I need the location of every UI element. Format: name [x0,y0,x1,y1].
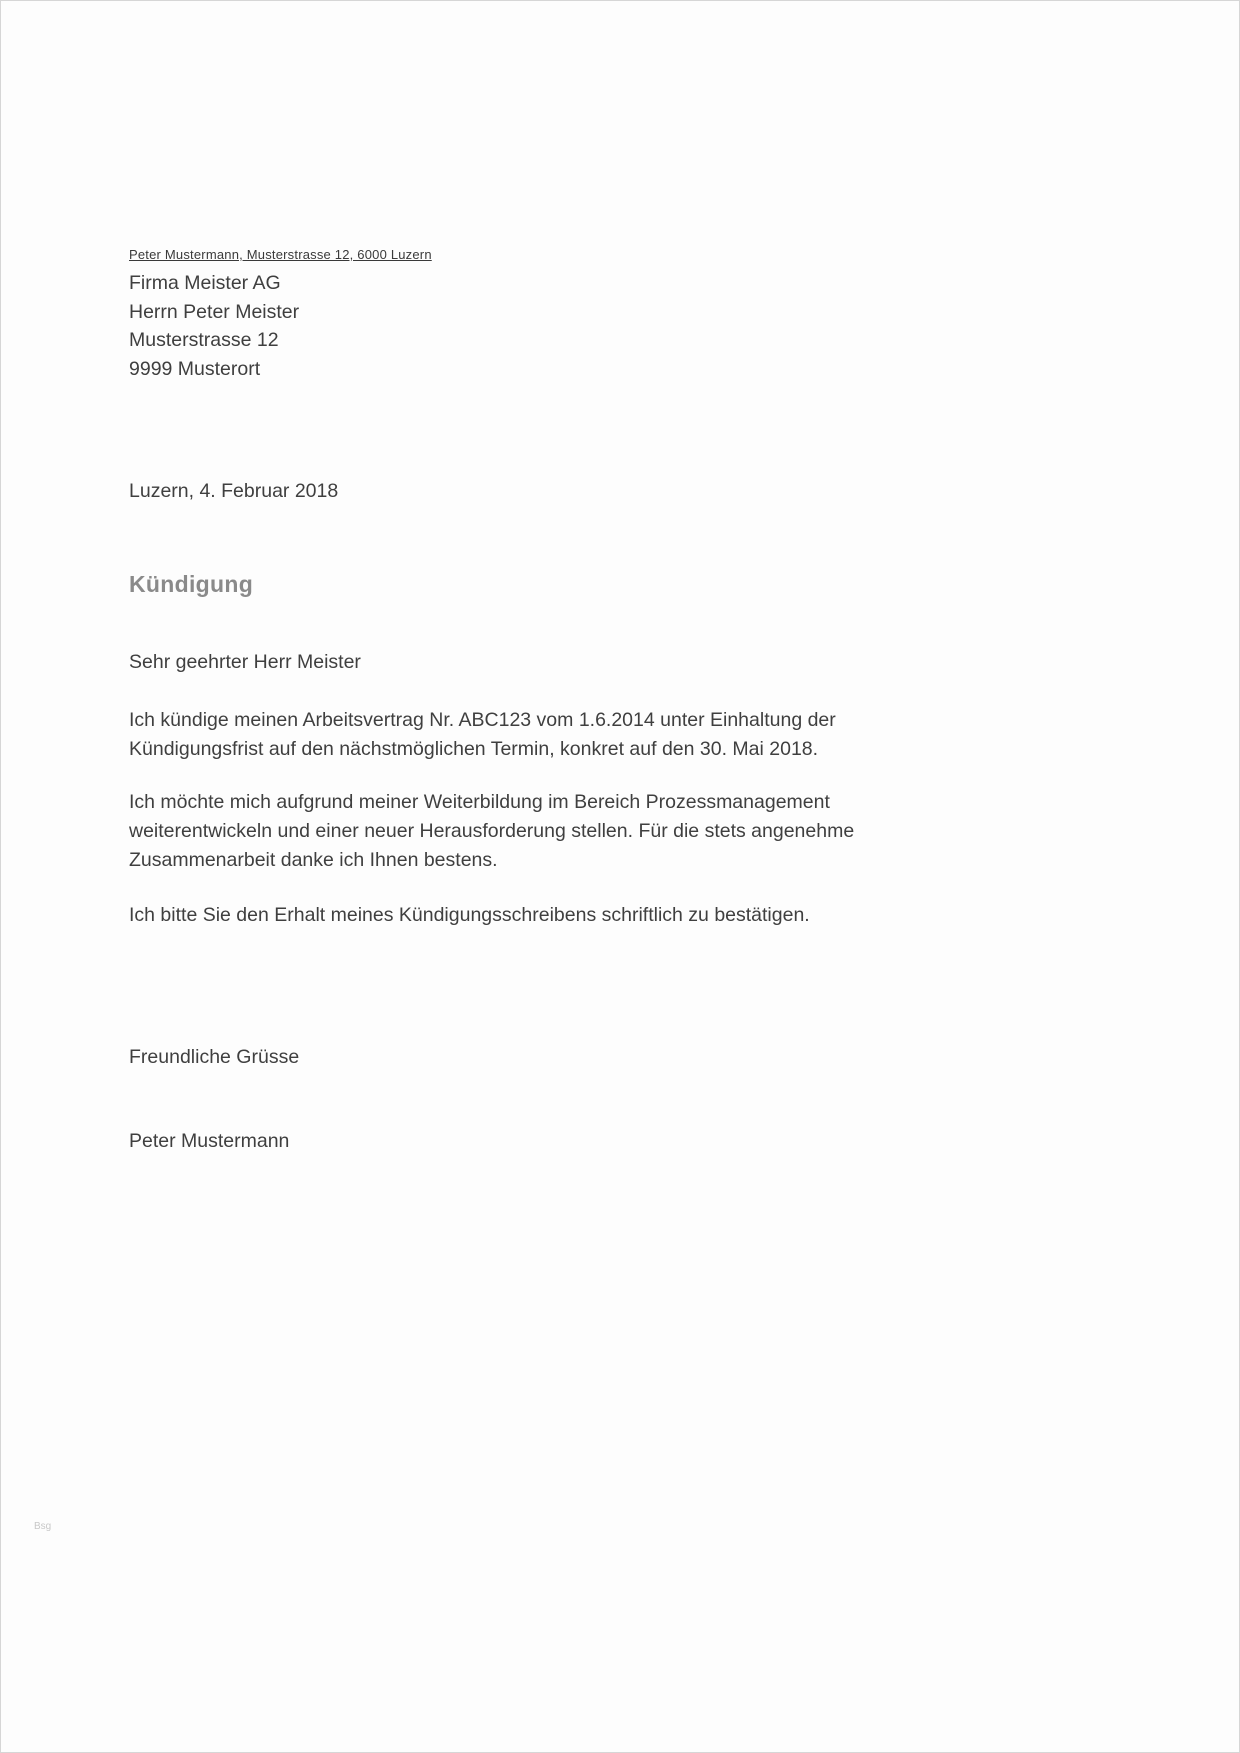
closing-phrase: Freundliche Grüsse [129,1046,300,1068]
signature-name: Peter Mustermann [129,1130,290,1152]
recipient-street: Musterstrasse 12 [129,329,279,351]
footer-watermark: Bsg [34,1521,52,1532]
date-line: Luzern, 4. Februar 2018 [129,480,339,502]
recipient-person: Herrn Peter Meister [129,300,300,323]
recipient-company: Firma Meister AG [129,272,281,294]
salutation: Sehr geehrter Herr Meister [129,651,361,673]
body-paragraph-1: Ich kündige meinen Arbeitsvertrag Nr. ABC123 vom 1.6.2014 unter Einhaltung der Kündigungsfrist auf den nächstmöglichen Termin, konkret auf den 30. Mai 2018. [129,709,836,760]
body-paragraph-2: Ich möchte mich aufgrund meiner Weiterbildung im Bereich Prozessmanagement weiterentwickeln und einer neuer Herausforderung stellen. Für die stets angenehme Zusammenarbeit danke ich Ihnen bestens. [129,791,855,871]
subject-heading: Kündigung [129,571,254,597]
body-paragraph-3: Ich bitte Sie den Erhalt meines Kündigungsschreibens schriftlich zu bestätigen. [129,904,810,926]
sender-address-line: Peter Mustermann, Musterstrasse 12, 6000 Luzern [129,247,432,262]
recipient-city: 9999 Musterort [129,357,261,380]
recipient-address-block [129,269,299,383]
